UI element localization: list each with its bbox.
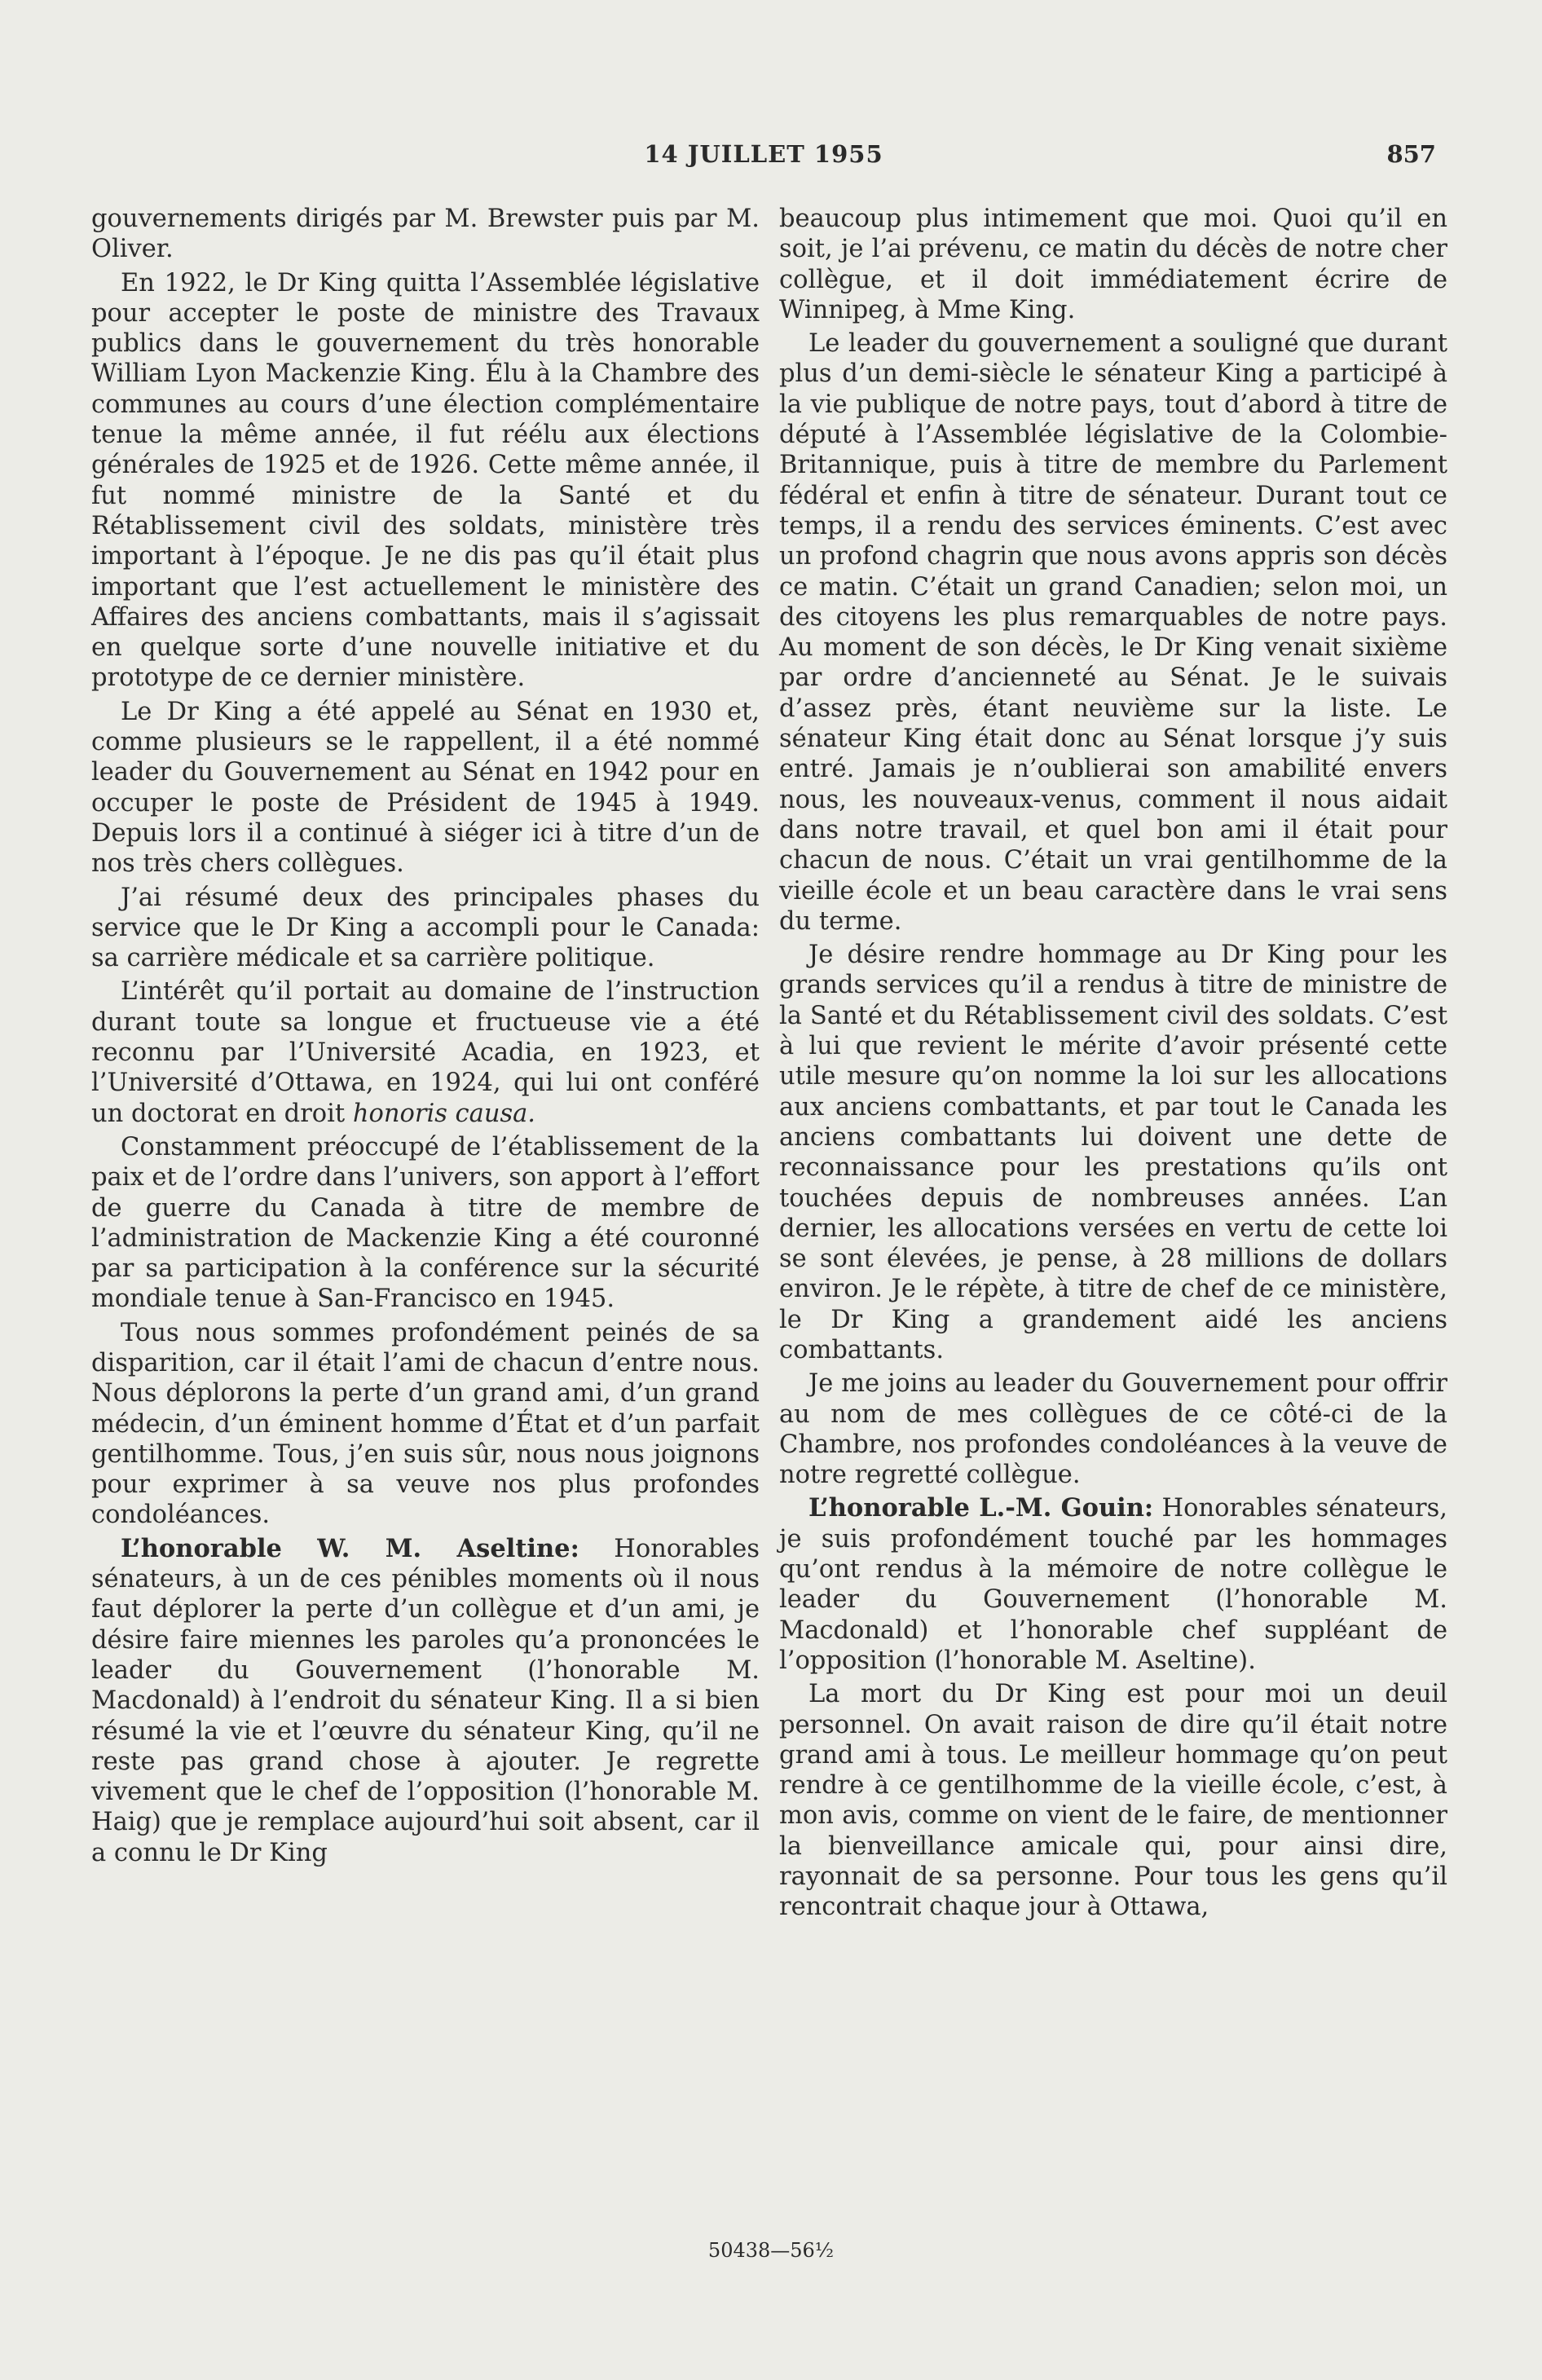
page-number: 857 — [1386, 140, 1436, 168]
paragraph: La mort du Dr King est pour moi un deuil personnel. On avait raison de dire qu’il était notre grand ami à tous. Le meilleur hommage qu’on peut rendre à ce gentilhomme de la vieille école, c’est, à mon avis, comme on vient de le faire, de mentionner la bienveillance amicale qui, pour ainsi dire, rayonnait de sa personne. Pour tous les gens qu’il rencontrait chaque jour à Ottawa, — [779, 1680, 1447, 1922]
paragraph — [779, 1493, 1447, 1676]
paragraph: Constamment préoccupé de l’établissement de la paix et de l’ordre dans l’univers, son apport à l’effort de guerre du Canada à titre de membre de l’administration de Mackenzie King a été couronné par sa participation à la conférence sur la sécurité mondiale tenue à San-Francisco en 1945. — [91, 1132, 760, 1314]
paragraph — [91, 976, 760, 1128]
left-column — [91, 204, 760, 1871]
right-column — [779, 204, 1447, 1926]
paragraph: En 1922, le Dr King quitta l’Assemblée législative pour accepter le poste de ministre des Travaux publics dans le gouvernement du très honorable William Lyon Mackenzie King. Élu à la Chambre des communes au cours d’une élection complémentaire tenue la même année, il fut réélu aux élections générales de 1925 et de 1926. Cette même année, il fut nommé ministre de la Santé et du Rétablissement civil des soldats, ministère très important à l’époque. Je ne dis pas qu’il était plus important que l’est actuellement le ministère des Affaires des anciens combattants, mais il s’agissait en quelque sorte d’une nouvelle initiative et du prototype de ce dernier ministère. — [91, 268, 760, 693]
speech-text: Honorables sénateurs, à un de ces pénibles moments où il nous faut déplorer la perte d’un collègue et d’un ami, je désire faire miennes les paroles qu’a prononcées le leader du Gouvernement (l’honorable M. Macdonald) à l’endroit du sénateur King. Il a si bien résumé la vie et l’œuvre du sénateur King, qu’il ne reste pas grand chose à ajouter. Je regrette vivement que le chef de l’opposition (l’honorable M. Haig) que je remplace aujourd’hui soit absent, car il a connu le Dr King — [91, 1534, 760, 1867]
header-date: 14 JUILLET 1955 — [644, 140, 883, 168]
paragraph: Le Dr King a été appelé au Sénat en 1930 et, comme plusieurs se le rappellent, il a été nommé leader du Gouvernement au Sénat en 1942 pour en occuper le poste de Président de 1945 à 1949. Depuis lors il a continué à siéger ici à titre d’un de nos très chers collègues. — [91, 697, 760, 879]
paragraph: Je désire rendre hommage au Dr King pour les grands services qu’il a rendus à titre de ministre de la Santé et du Rétablissement civil des soldats. C’est à lui que revient le mérite d’avoir présenté cette utile mesure qu’on nomme la loi sur les allocations aux anciens combattants, et par tout le Canada les anciens combattants lui doivent une dette de reconnaissance pour les prestations qu’ils ont touchées depuis de nombreuses années. L’an dernier, les allocations versées en vertu de cette loi se sont élevées, je pense, à 28 millions de dollars environ. Je le répète, à titre de chef de ce ministère, le Dr King a grandement aidé les anciens combattants. — [779, 941, 1447, 1364]
paragraph: J’ai résumé deux des principales phases du service que le Dr King a accompli pour le Canada: sa carrière médicale et sa carrière politique. — [91, 883, 760, 973]
paragraph: beaucoup plus intimement que moi. Quoi qu’il en soit, je l’ai prévenu, ce matin du décès de notre cher collègue, et il doit immédiatement écrire de Winnipeg, à Mme King. — [779, 205, 1447, 324]
paragraph — [91, 1534, 760, 1868]
latin-phrase: honoris causa. — [352, 1099, 535, 1128]
paragraph: gouvernements dirigés par M. Brewster puis par M. Oliver. — [91, 205, 760, 264]
page-header — [91, 140, 1436, 179]
paragraph: Le leader du gouvernement a souligné que durant plus d’un demi-siècle le sénateur King a participé à la vie publique de notre pays, tout d’abord à titre de député à l’Assemblée législative de la Colombie-Britannique, puis à titre de membre du Parlement fédéral et enfin à titre de sénateur. Durant tout ce temps, il a rendu des services éminents. C’est avec un profond chagrin que nous avons appris son décès ce matin. C’était un grand Canadien; selon moi, un des citoyens les plus remarquables de notre pays. Au moment de son décès, le Dr King venait sixième par ordre d’ancienneté au Sénat. Je le suivais d’assez près, étant neuvième sur la liste. Le sénateur King était donc au Sénat lorsque j’y suis entré. Jamais je n’oublierai son amabilité envers nous, les nouveaux-venus, comment il nous aidait dans notre travail, et quel bon ami il était pour chacun de nous. C’était un vrai gentilhomme de la vieille école et un beau caractère dans le vrai sens du terme. — [779, 329, 1447, 936]
speech-text: Honorables sénateurs, je suis profondément touché par les hommages qu’ont rendus à la mémoire de notre collègue le leader du Gouvernement (l’honorable M. Macdonald) et l’honorable chef suppléant de l’opposition (l’honorable M. Aseltine). — [779, 1494, 1447, 1675]
paragraph: Je me joins au leader du Gouvernement pour offrir au nom de mes collègues de ce côté-ci de la Chambre, nos profondes condoléances à la veuve de notre regretté collègue. — [779, 1369, 1447, 1490]
speaker-name: L’honorable L.-M. Gouin: — [808, 1493, 1154, 1523]
footer-printer-code: 50438—56½ — [707, 2239, 835, 2262]
speaker-name: L’honorable W. M. Aseltine: — [121, 1533, 579, 1563]
paragraph: Tous nous sommes profondément peinés de sa disparition, car il était l’ami de chacun d’entre nous. Nous déplorons la perte d’un grand ami, d’un grand médecin, d’un éminent homme d’État et d’un parfait gentilhomme. Tous, j’en suis sûr, nous nous joignons pour exprimer à sa veuve nos plus profondes condoléances. — [91, 1318, 760, 1530]
paragraph-text: L’intérêt qu’il portait au domaine de l’instruction durant toute sa longue et fructueuse vie a été reconnu par l’Université Acadia, en 1923, et l’Université d’Ottawa, en 1924, qui lui ont conféré un doctorat en droit — [91, 977, 760, 1128]
